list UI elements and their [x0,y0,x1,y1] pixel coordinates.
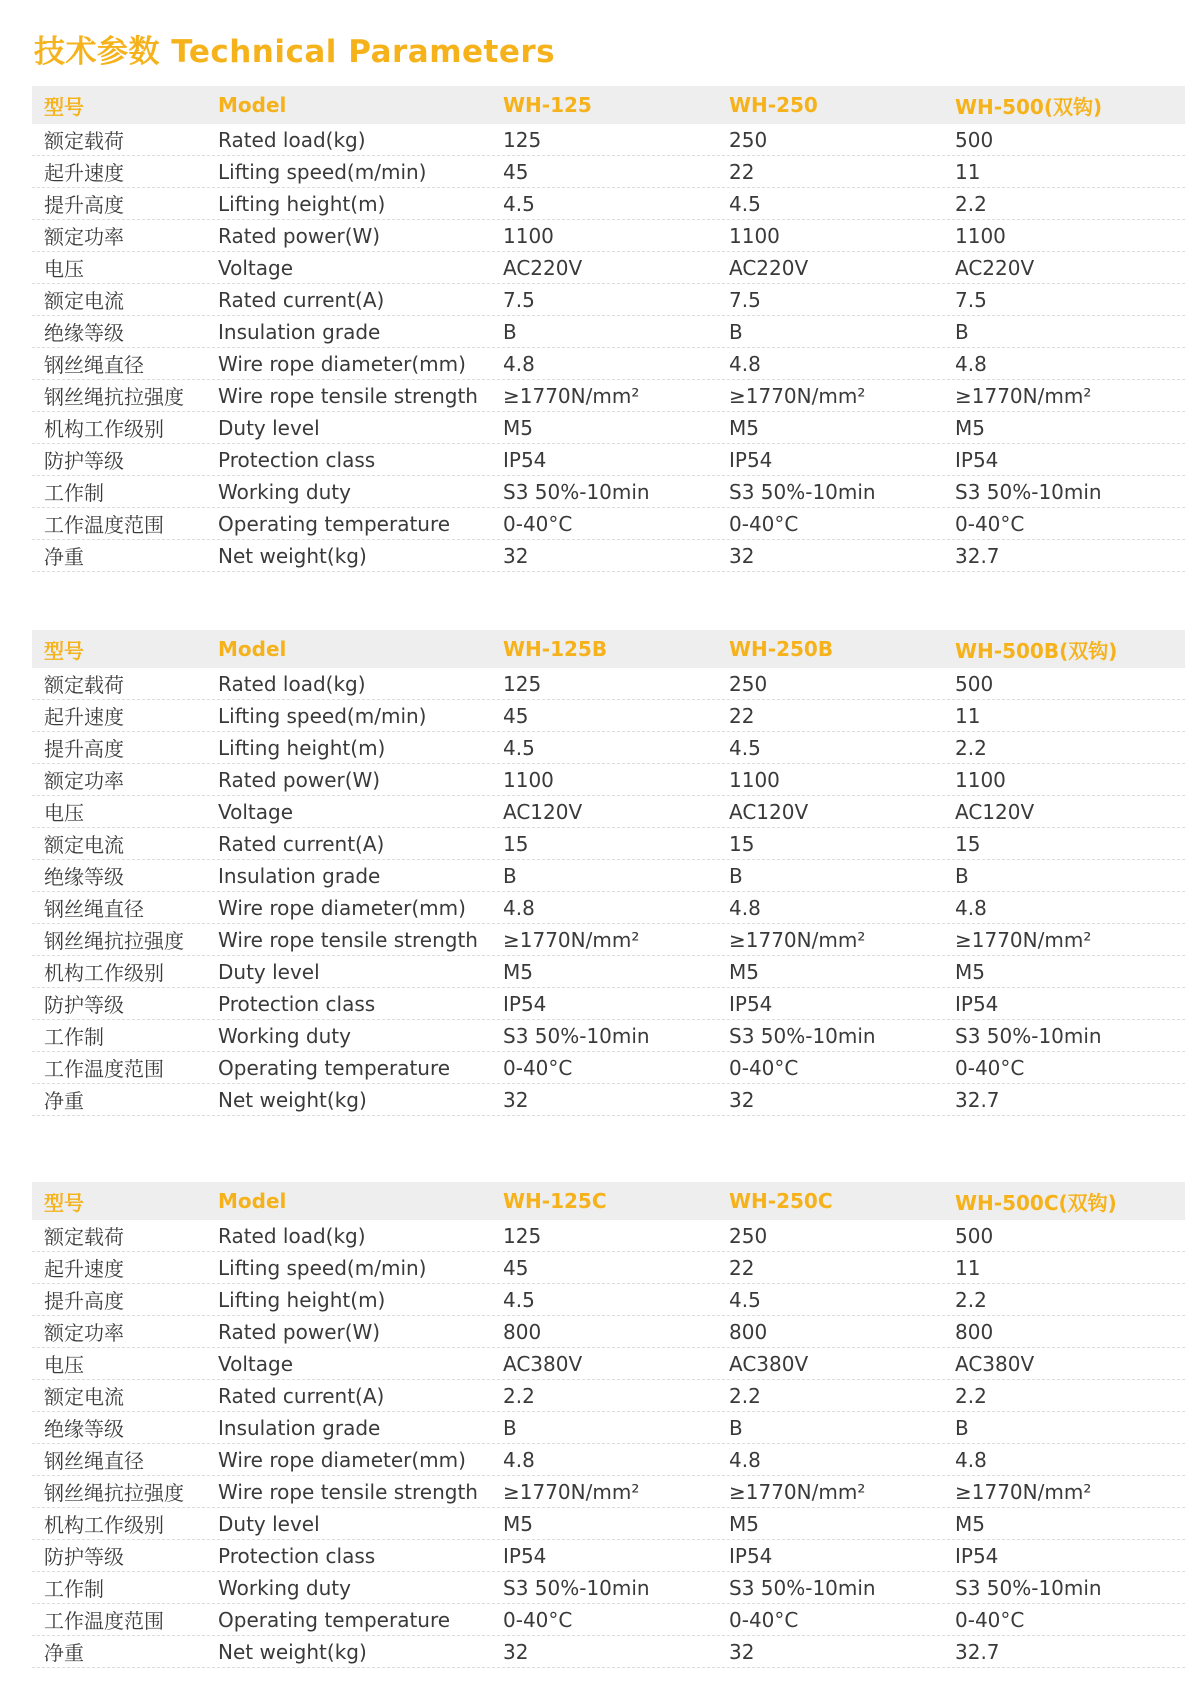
table-row [32,764,1185,796]
header-model-3: WH-500B(双钩) [955,638,1118,663]
spec-table-b-series [32,630,1185,1116]
param-cn: 额定功率 [44,769,124,793]
table-row [32,316,1185,348]
table-row [32,348,1185,380]
value-model-1: M5 [503,959,533,984]
value-model-2: B [729,863,743,888]
table-header-row [32,86,1185,124]
param-en: Wire rope diameter(mm) [218,895,466,920]
header-en-label: Model [218,1189,287,1213]
value-model-2: 4.5 [729,1287,761,1312]
value-model-1: 32 [503,543,529,568]
value-model-1: 7.5 [503,287,535,312]
value-model-2: AC380V [729,1351,809,1376]
param-cn: 钢丝绳直径 [44,897,144,921]
value-model-3: 0-40°C [955,511,1025,536]
value-model-1: 15 [503,831,529,856]
value-model-1: ≥1770N/mm² [503,383,640,408]
table-row [32,220,1185,252]
value-model-3: M5 [955,959,985,984]
param-cn: 防护等级 [44,449,124,473]
value-model-3: IP54 [955,447,999,472]
param-en: Working duty [218,479,351,504]
param-cn: 电压 [44,257,84,281]
table-row [32,412,1185,444]
param-en: Lifting speed(m/min) [218,159,427,184]
param-cn: 防护等级 [44,1545,124,1569]
table-row [32,668,1185,700]
param-en: Lifting height(m) [218,191,386,216]
table-row [32,508,1185,540]
spec-table-standard [32,86,1185,572]
table-row [32,988,1185,1020]
value-model-3: S3 50%-10min [955,479,1102,504]
value-model-2: 32 [729,1087,755,1112]
value-model-3: B [955,1415,969,1440]
table-row [32,380,1185,412]
value-model-1: 2.2 [503,1383,535,1408]
param-cn: 钢丝绳抗拉强度 [44,385,184,409]
value-model-3: B [955,863,969,888]
header-model-1: WH-125C [503,1189,607,1213]
value-model-3: 1100 [955,223,1006,248]
value-model-3: 7.5 [955,287,987,312]
param-cn: 起升速度 [44,161,124,185]
value-model-3: 2.2 [955,1287,987,1312]
value-model-2: AC220V [729,255,809,280]
param-cn: 钢丝绳抗拉强度 [44,929,184,953]
table-row [32,1604,1185,1636]
value-model-2: 250 [729,127,768,152]
param-cn: 绝缘等级 [44,1417,124,1441]
header-cn-label: 型号 [44,1190,84,1215]
value-model-1: 32 [503,1639,529,1664]
value-model-1: AC220V [503,255,583,280]
value-model-1: ≥1770N/mm² [503,1479,640,1504]
value-model-1: 800 [503,1319,542,1344]
value-model-1: 0-40°C [503,511,573,536]
param-en: Protection class [218,447,376,472]
value-model-1: S3 50%-10min [503,479,650,504]
header-cn-label: 型号 [44,638,84,663]
param-en: Duty level [218,959,320,984]
table-row [32,1636,1185,1668]
table-row [32,284,1185,316]
value-model-3: 0-40°C [955,1607,1025,1632]
value-model-3: 800 [955,1319,994,1344]
value-model-1: 125 [503,127,542,152]
value-model-1: 32 [503,1087,529,1112]
value-model-1: 4.8 [503,1447,535,1472]
table-row [32,1412,1185,1444]
param-cn: 机构工作级别 [44,961,164,985]
value-model-1: IP54 [503,991,547,1016]
page-title: 技术参数 Technical Parameters [34,34,556,70]
param-cn: 起升速度 [44,1257,124,1281]
param-cn: 工作温度范围 [44,513,164,537]
value-model-1: 45 [503,1255,529,1280]
value-model-3: 32.7 [955,543,1000,568]
table-row [32,1020,1185,1052]
value-model-1: 0-40°C [503,1055,573,1080]
value-model-2: M5 [729,415,759,440]
param-en: Lifting speed(m/min) [218,703,427,728]
value-model-2: 4.8 [729,895,761,920]
param-en: Voltage [218,255,294,280]
table-header-row [32,1182,1185,1220]
value-model-3: M5 [955,1511,985,1536]
value-model-2: M5 [729,959,759,984]
value-model-3: 32.7 [955,1087,1000,1112]
table-row [32,1348,1185,1380]
value-model-2: B [729,1415,743,1440]
param-cn: 净重 [44,1641,84,1665]
value-model-1: 4.5 [503,191,535,216]
param-cn: 额定载荷 [44,1225,124,1249]
param-en: Wire rope tensile strength [218,927,478,952]
spec-table-c-series [32,1182,1185,1668]
value-model-2: AC120V [729,799,809,824]
param-cn: 额定载荷 [44,673,124,697]
value-model-1: B [503,319,517,344]
value-model-2: 32 [729,543,755,568]
param-en: Operating temperature [218,511,451,536]
header-en-label: Model [218,637,287,661]
value-model-2: 4.8 [729,351,761,376]
value-model-3: 4.8 [955,351,987,376]
value-model-3: 11 [955,703,981,728]
header-model-2: WH-250C [729,1189,833,1213]
value-model-1: AC380V [503,1351,583,1376]
param-cn: 提升高度 [44,1289,124,1313]
value-model-2: 1100 [729,223,780,248]
param-en: Voltage [218,1351,294,1376]
value-model-3: 2.2 [955,1383,987,1408]
table-row [32,476,1185,508]
table-row [32,252,1185,284]
value-model-2: IP54 [729,447,773,472]
value-model-1: 4.8 [503,895,535,920]
value-model-3: 0-40°C [955,1055,1025,1080]
value-model-1: 125 [503,1223,542,1248]
param-cn: 钢丝绳抗拉强度 [44,1481,184,1505]
param-en: Wire rope tensile strength [218,383,478,408]
value-model-2: 4.5 [729,191,761,216]
header-cn-label: 型号 [44,94,84,119]
table-row [32,444,1185,476]
table-row [32,700,1185,732]
value-model-2: ≥1770N/mm² [729,383,866,408]
param-en: Wire rope diameter(mm) [218,351,466,376]
param-en: Lifting height(m) [218,1287,386,1312]
param-cn: 工作制 [44,1577,104,1601]
header-model-3: WH-500(双钩) [955,94,1103,119]
value-model-1: M5 [503,415,533,440]
param-cn: 额定功率 [44,225,124,249]
param-en: Duty level [218,1511,320,1536]
param-cn: 电压 [44,801,84,825]
value-model-2: 0-40°C [729,511,799,536]
param-cn: 起升速度 [44,705,124,729]
value-model-1: AC120V [503,799,583,824]
param-cn: 额定电流 [44,833,124,857]
param-en: Wire rope tensile strength [218,1479,478,1504]
param-en: Protection class [218,1543,376,1568]
param-cn: 提升高度 [44,193,124,217]
value-model-3: AC120V [955,799,1035,824]
value-model-3: ≥1770N/mm² [955,383,1092,408]
value-model-3: AC380V [955,1351,1035,1376]
param-en: Net weight(kg) [218,1087,367,1112]
value-model-2: 32 [729,1639,755,1664]
value-model-1: IP54 [503,1543,547,1568]
table-row [32,1316,1185,1348]
value-model-3: 11 [955,159,981,184]
param-en: Operating temperature [218,1055,451,1080]
table-row [32,860,1185,892]
value-model-1: ≥1770N/mm² [503,927,640,952]
table-row [32,956,1185,988]
header-model-3: WH-500C(双钩) [955,1190,1117,1215]
value-model-3: 15 [955,831,981,856]
header-model-1: WH-125B [503,637,608,661]
param-cn: 机构工作级别 [44,417,164,441]
param-en: Lifting speed(m/min) [218,1255,427,1280]
param-cn: 额定电流 [44,289,124,313]
param-cn: 电压 [44,1353,84,1377]
param-en: Rated load(kg) [218,1223,366,1248]
value-model-1: 4.5 [503,1287,535,1312]
value-model-3: M5 [955,415,985,440]
param-cn: 工作制 [44,1025,104,1049]
table-row [32,188,1185,220]
value-model-2: M5 [729,1511,759,1536]
param-en: Rated load(kg) [218,127,366,152]
param-en: Wire rope diameter(mm) [218,1447,466,1472]
param-en: Insulation grade [218,319,381,344]
header-model-2: WH-250 [729,93,818,117]
value-model-2: 15 [729,831,755,856]
param-cn: 额定载荷 [44,129,124,153]
value-model-1: 0-40°C [503,1607,573,1632]
value-model-2: 1100 [729,767,780,792]
value-model-3: 500 [955,1223,994,1248]
value-model-1: 1100 [503,223,554,248]
value-model-2: 22 [729,159,755,184]
table-row [32,732,1185,764]
value-model-2: IP54 [729,1543,773,1568]
param-cn: 工作温度范围 [44,1609,164,1633]
value-model-1: S3 50%-10min [503,1575,650,1600]
param-cn: 防护等级 [44,993,124,1017]
value-model-3: 4.8 [955,895,987,920]
value-model-1: IP54 [503,447,547,472]
value-model-3: 2.2 [955,191,987,216]
value-model-3: 32.7 [955,1639,1000,1664]
value-model-2: ≥1770N/mm² [729,1479,866,1504]
value-model-2: 22 [729,1255,755,1280]
param-cn: 工作温度范围 [44,1057,164,1081]
value-model-1: S3 50%-10min [503,1023,650,1048]
param-cn: 提升高度 [44,737,124,761]
param-cn: 净重 [44,545,84,569]
value-model-1: 45 [503,159,529,184]
table-row [32,1052,1185,1084]
table-row [32,924,1185,956]
value-model-1: 4.8 [503,351,535,376]
value-model-3: AC220V [955,255,1035,280]
table-row [32,892,1185,924]
value-model-2: 0-40°C [729,1055,799,1080]
table-row [32,156,1185,188]
param-en: Insulation grade [218,863,381,888]
param-en: Rated current(A) [218,1383,385,1408]
value-model-2: IP54 [729,991,773,1016]
header-model-2: WH-250B [729,637,834,661]
value-model-2: S3 50%-10min [729,479,876,504]
param-en: Net weight(kg) [218,543,367,568]
value-model-2: S3 50%-10min [729,1023,876,1048]
value-model-3: 4.8 [955,1447,987,1472]
param-en: Rated power(W) [218,1319,381,1344]
param-en: Protection class [218,991,376,1016]
param-en: Operating temperature [218,1607,451,1632]
value-model-3: S3 50%-10min [955,1575,1102,1600]
param-en: Insulation grade [218,1415,381,1440]
value-model-3: 2.2 [955,735,987,760]
value-model-2: 22 [729,703,755,728]
value-model-2: 4.5 [729,735,761,760]
value-model-3: S3 50%-10min [955,1023,1102,1048]
table-row [32,1572,1185,1604]
value-model-3: ≥1770N/mm² [955,927,1092,952]
param-cn: 机构工作级别 [44,1513,164,1537]
param-en: Working duty [218,1575,351,1600]
value-model-3: IP54 [955,1543,999,1568]
param-cn: 绝缘等级 [44,321,124,345]
table-header-row [32,630,1185,668]
value-model-2: ≥1770N/mm² [729,927,866,952]
table-row [32,1252,1185,1284]
value-model-1: 4.5 [503,735,535,760]
param-en: Rated power(W) [218,767,381,792]
param-cn: 钢丝绳直径 [44,1449,144,1473]
value-model-3: 500 [955,671,994,696]
value-model-3: ≥1770N/mm² [955,1479,1092,1504]
value-model-2: 800 [729,1319,768,1344]
table-row [32,1380,1185,1412]
param-cn: 额定电流 [44,1385,124,1409]
table-row [32,1508,1185,1540]
param-en: Working duty [218,1023,351,1048]
value-model-2: 4.8 [729,1447,761,1472]
table-row [32,1444,1185,1476]
value-model-2: 250 [729,671,768,696]
value-model-3: B [955,319,969,344]
param-en: Rated current(A) [218,287,385,312]
value-model-3: IP54 [955,991,999,1016]
value-model-3: 500 [955,127,994,152]
param-en: Rated power(W) [218,223,381,248]
value-model-1: 1100 [503,767,554,792]
param-cn: 钢丝绳直径 [44,353,144,377]
table-row [32,828,1185,860]
value-model-1: M5 [503,1511,533,1536]
table-row [32,1220,1185,1252]
param-en: Duty level [218,415,320,440]
param-en: Lifting height(m) [218,735,386,760]
table-row [32,540,1185,572]
value-model-2: 2.2 [729,1383,761,1408]
value-model-2: B [729,319,743,344]
table-row [32,1284,1185,1316]
value-model-2: S3 50%-10min [729,1575,876,1600]
param-cn: 绝缘等级 [44,865,124,889]
table-row [32,796,1185,828]
value-model-2: 7.5 [729,287,761,312]
table-row [32,1084,1185,1116]
header-model-1: WH-125 [503,93,592,117]
value-model-1: B [503,1415,517,1440]
value-model-1: B [503,863,517,888]
value-model-3: 11 [955,1255,981,1280]
param-cn: 工作制 [44,481,104,505]
param-cn: 净重 [44,1089,84,1113]
header-en-label: Model [218,93,287,117]
value-model-1: 125 [503,671,542,696]
param-en: Voltage [218,799,294,824]
value-model-2: 250 [729,1223,768,1248]
value-model-2: 0-40°C [729,1607,799,1632]
param-en: Rated current(A) [218,831,385,856]
param-cn: 额定功率 [44,1321,124,1345]
table-row [32,124,1185,156]
value-model-3: 1100 [955,767,1006,792]
table-row [32,1540,1185,1572]
value-model-1: 45 [503,703,529,728]
param-en: Net weight(kg) [218,1639,367,1664]
param-en: Rated load(kg) [218,671,366,696]
table-row [32,1476,1185,1508]
